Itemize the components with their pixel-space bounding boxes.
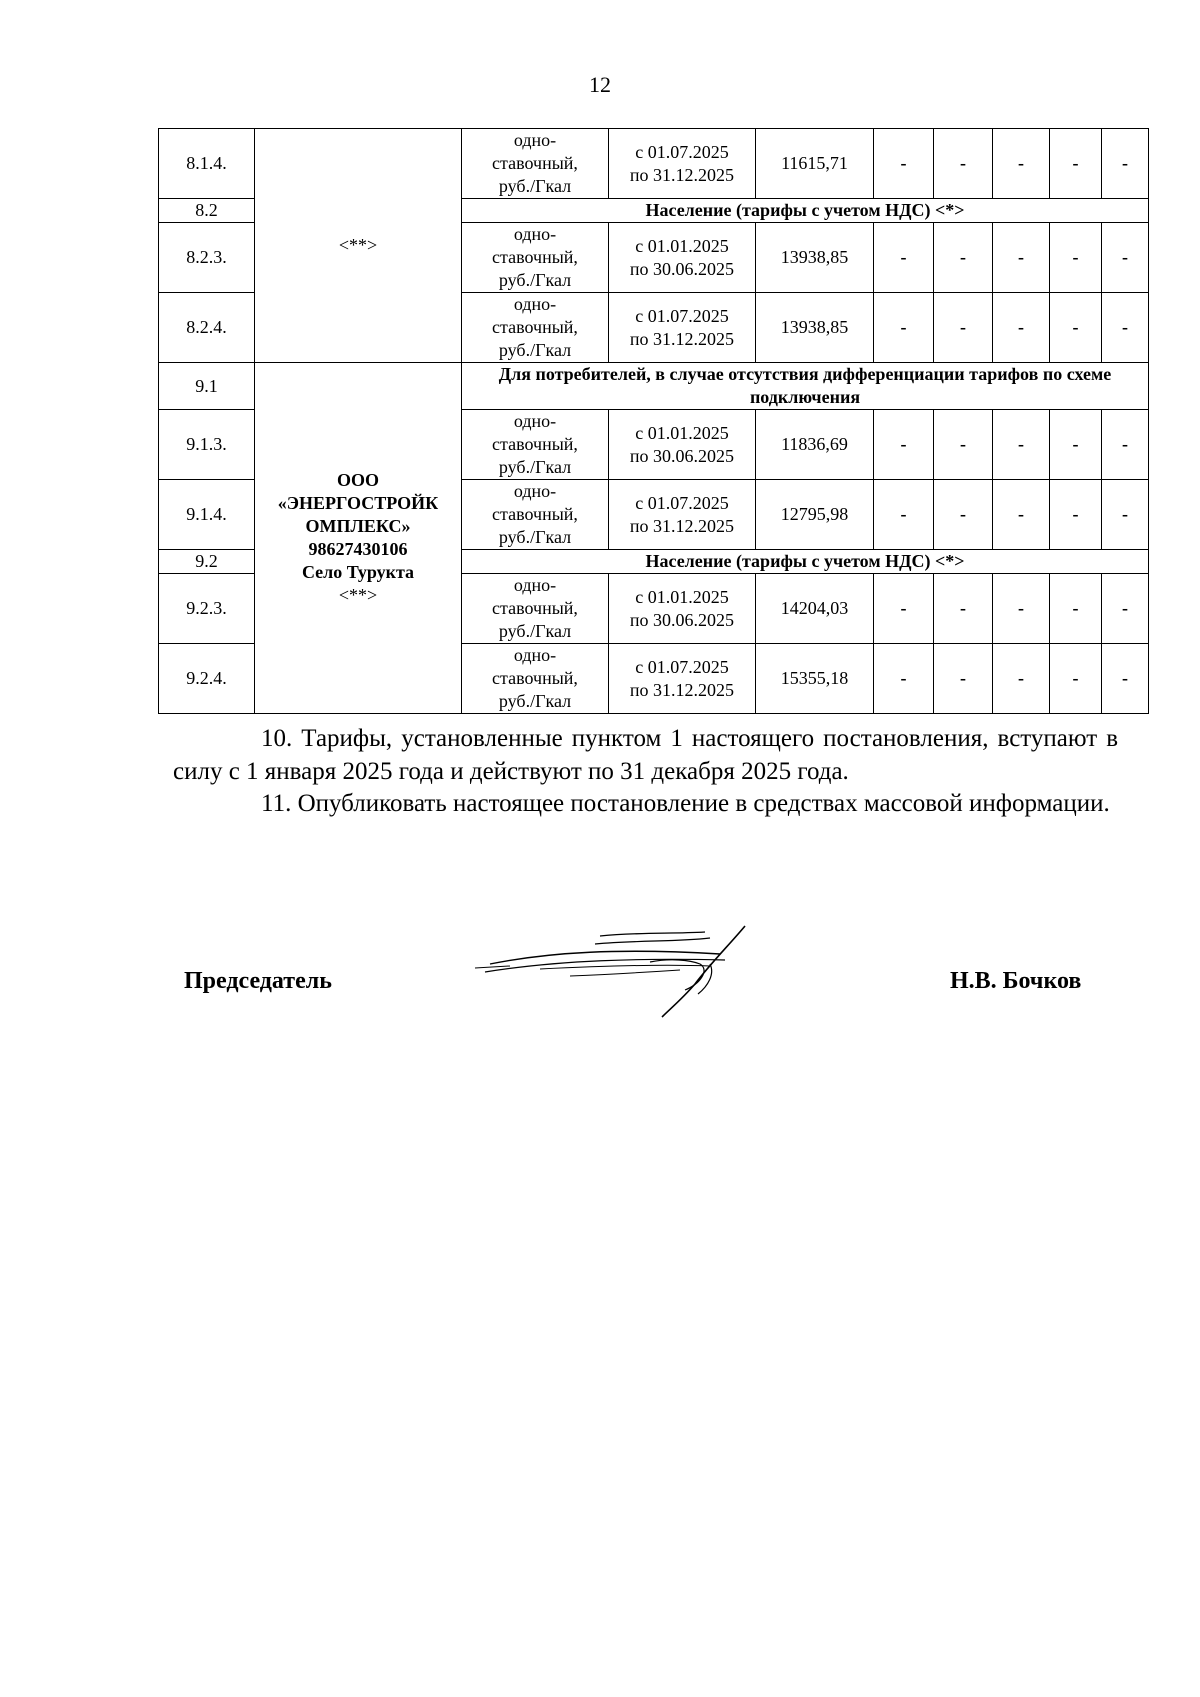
empty-value-dash: - <box>1050 293 1102 363</box>
signatory-name: Н.В. Бочков <box>950 968 1082 994</box>
rate-type-line: одно- <box>513 481 557 501</box>
paragraph-11-text: 11. Опубликовать настоящее постановление в средствах массовой информации. <box>261 790 1110 817</box>
empty-value-dash: - <box>1102 129 1149 199</box>
empty-value-dash: - <box>874 223 934 293</box>
empty-value-dash: - <box>1050 644 1102 714</box>
row-number: 8.1.4. <box>159 129 255 199</box>
tariff-value: 14204,03 <box>756 574 874 644</box>
tariff-value: 11836,69 <box>756 410 874 480</box>
period-cell <box>609 129 756 199</box>
rate-type-line: ставочный, <box>492 317 578 337</box>
section-heading: Население (тарифы с учетом НДС) <*> <box>462 550 1149 574</box>
row-number: 9.2.4. <box>159 644 255 714</box>
period-line: по 30.06.2025 <box>629 609 735 630</box>
rate-type-line: ставочный, <box>492 504 578 524</box>
rate-type-cell <box>462 293 609 363</box>
rate-type-line: руб./Гкал <box>498 621 572 641</box>
organization-cell <box>255 363 462 714</box>
handwritten-signature <box>470 924 780 1019</box>
period-cell <box>609 644 756 714</box>
paragraph-11 <box>173 787 1118 820</box>
empty-value-dash: - <box>1102 410 1149 480</box>
rate-type-line: ставочный, <box>492 434 578 454</box>
empty-value-dash: - <box>1102 293 1149 363</box>
period-cell <box>609 293 756 363</box>
empty-value-dash: - <box>934 410 993 480</box>
tariff-value: 11615,71 <box>756 129 874 199</box>
tariff-value: 13938,85 <box>756 293 874 363</box>
row-number: 8.2 <box>159 199 255 223</box>
section-heading: Население (тарифы с учетом НДС) <*> <box>462 199 1149 223</box>
tariff-value: 15355,18 <box>756 644 874 714</box>
empty-value-dash: - <box>1050 129 1102 199</box>
empty-value-dash: - <box>1050 410 1102 480</box>
rate-type-cell <box>462 129 609 199</box>
period-line: по 30.06.2025 <box>629 445 735 466</box>
period-line: по 31.12.2025 <box>629 328 735 349</box>
empty-value-dash: - <box>993 129 1050 199</box>
empty-value-dash: - <box>934 293 993 363</box>
rate-type-line: руб./Гкал <box>498 527 572 547</box>
rate-type-line: руб./Гкал <box>498 457 572 477</box>
period-cell <box>609 574 756 644</box>
empty-value-dash: - <box>934 480 993 550</box>
rate-type-cell <box>462 574 609 644</box>
table-row <box>159 129 1149 199</box>
section-row <box>159 363 1149 410</box>
period-cell <box>609 410 756 480</box>
row-number: 8.2.4. <box>159 293 255 363</box>
rate-type-line: ставочный, <box>492 598 578 618</box>
empty-value-dash: - <box>1102 223 1149 293</box>
organization-line: Село Турукта <box>301 562 415 582</box>
empty-value-dash: - <box>874 129 934 199</box>
empty-value-dash: - <box>1050 480 1102 550</box>
period-line: с 01.01.2025 <box>635 586 729 607</box>
organization-line: «ЭНЕРГОСТРОЙК <box>277 493 439 513</box>
empty-value-dash: - <box>934 574 993 644</box>
organization-line: <**> <box>338 585 378 605</box>
rate-type-line: одно- <box>513 575 557 595</box>
rate-type-line: одно- <box>513 224 557 244</box>
period-line: по 31.12.2025 <box>629 164 735 185</box>
row-number: 9.2 <box>159 550 255 574</box>
empty-value-dash: - <box>934 129 993 199</box>
period-line: с 01.01.2025 <box>635 235 729 256</box>
empty-value-dash: - <box>874 480 934 550</box>
empty-value-dash: - <box>993 480 1050 550</box>
tariff-value: 13938,85 <box>756 223 874 293</box>
empty-value-dash: - <box>874 293 934 363</box>
paragraph-10-text: 10. Тарифы, установленные пунктом 1 настоящего постановления, вступают в силу с 1 января 2025 года и действуют по 31 декабря 2025 года. <box>173 725 1118 785</box>
period-cell <box>609 480 756 550</box>
empty-value-dash: - <box>1102 644 1149 714</box>
empty-value-dash: - <box>874 644 934 714</box>
organization-line: 98627430106 <box>308 539 408 559</box>
empty-value-dash: - <box>934 644 993 714</box>
period-line: по 31.12.2025 <box>629 515 735 536</box>
rate-type-line: одно- <box>513 411 557 431</box>
empty-value-dash: - <box>993 223 1050 293</box>
row-number: 8.2.3. <box>159 223 255 293</box>
empty-value-dash: - <box>993 293 1050 363</box>
empty-value-dash: - <box>993 644 1050 714</box>
row-number: 9.1.4. <box>159 480 255 550</box>
rate-type-line: руб./Гкал <box>498 691 572 711</box>
period-line: с 01.07.2025 <box>635 305 729 326</box>
period-line: с 01.07.2025 <box>635 141 729 162</box>
rate-type-line: ставочный, <box>492 668 578 688</box>
section-heading: Для потребителей, в случае отсутствия дифференциации тарифов по схеме подключения <box>462 363 1149 410</box>
signatory-title: Председатель <box>184 968 332 994</box>
empty-value-dash: - <box>1102 480 1149 550</box>
period-line: по 31.12.2025 <box>629 679 735 700</box>
period-line: с 01.07.2025 <box>635 656 729 677</box>
rate-type-cell <box>462 223 609 293</box>
page-number: 12 <box>589 72 611 97</box>
row-number: 9.1.3. <box>159 410 255 480</box>
tariff-value: 12795,98 <box>756 480 874 550</box>
rate-type-line: руб./Гкал <box>498 176 572 196</box>
rate-type-cell <box>462 410 609 480</box>
rate-type-line: руб./Гкал <box>498 270 572 290</box>
period-line: с 01.01.2025 <box>635 422 729 443</box>
empty-value-dash: - <box>1050 223 1102 293</box>
organization-cell: <**> <box>255 129 462 363</box>
rate-type-line: одно- <box>513 294 557 314</box>
rate-type-line: одно- <box>513 130 557 150</box>
empty-value-dash: - <box>993 574 1050 644</box>
tariff-table <box>158 128 1149 714</box>
organization-line: ООО <box>336 470 379 490</box>
period-line: по 30.06.2025 <box>629 258 735 279</box>
empty-value-dash: - <box>874 574 934 644</box>
rate-type-cell <box>462 480 609 550</box>
rate-type-line: одно- <box>513 645 557 665</box>
period-line: с 01.07.2025 <box>635 492 729 513</box>
rate-type-cell <box>462 644 609 714</box>
empty-value-dash: - <box>874 410 934 480</box>
empty-value-dash: - <box>993 410 1050 480</box>
rate-type-line: ставочный, <box>492 247 578 267</box>
rate-type-line: руб./Гкал <box>498 340 572 360</box>
row-number: 9.1 <box>159 363 255 410</box>
empty-value-dash: - <box>934 223 993 293</box>
period-cell <box>609 223 756 293</box>
rate-type-line: ставочный, <box>492 153 578 173</box>
empty-value-dash: - <box>1050 574 1102 644</box>
row-number: 9.2.3. <box>159 574 255 644</box>
paragraph-10 <box>173 722 1118 788</box>
empty-value-dash: - <box>1102 574 1149 644</box>
organization-line: ОМПЛЕКС» <box>305 516 411 536</box>
